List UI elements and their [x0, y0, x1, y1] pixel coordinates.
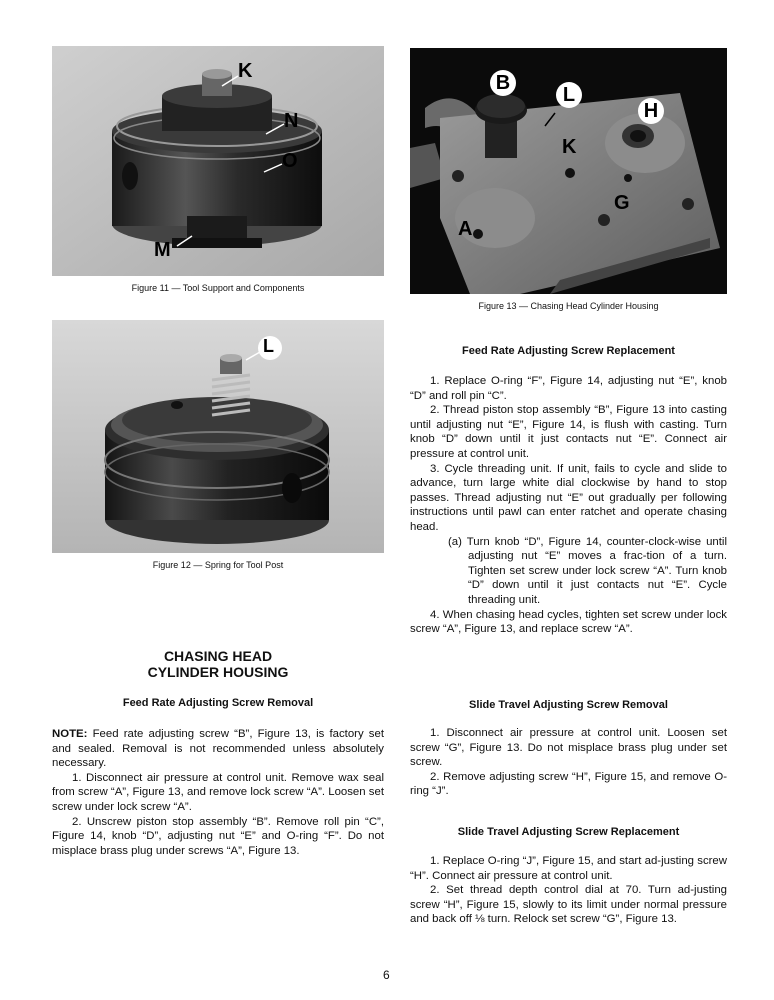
figure-11-photo — [52, 46, 384, 276]
figure-13-label-a: A — [458, 218, 473, 240]
replacement-step-1: 1. Replace O-ring “F”, Figure 14, adjusting nut “E”, knob “D” and roll pin “C”. — [410, 375, 727, 402]
section-title — [52, 648, 384, 680]
slide-removal-step-1: 1. Disconnect air pressure at control unit. Loosen set screw “G”, Figure 13. Do not misplace brass plug under set screw. — [410, 727, 727, 769]
heading-slide-travel-removal: Slide Travel Adjusting Screw Removal — [469, 699, 668, 711]
note-paragraph — [52, 727, 384, 771]
right-column-body-3 — [410, 854, 727, 927]
replacement-step-4: 4. When chasing head cycles, tighten set screw under lock screw “A”, Figure 13, and replace screw “A”. — [410, 608, 727, 636]
figure-11-label-m: M — [154, 239, 171, 261]
note-text: Feed rate adjusting screw “B”, Figure 13, is factory set and sealed. Removal is not recommended unless absolutely necessary. — [52, 728, 384, 770]
replacement-step-3a: (a) Turn knob “D”, Figure 14, counter-clock-wise until adjusting nut “E” moves a frac-tion of a turn. Tighten set screw under lock screw “A”. Turn knob “D” down until it just contacts nut “E”. Cycle threading unit. — [448, 535, 727, 606]
figure-13-label-g: G — [614, 192, 630, 214]
replacement-step-2: 2. Thread piston stop assembly “B”, Figure 13 into casting until adjusting nut “E”, Figure 14, is flush with casting. Turn knob “D” down until it just contacts nut “E”. Connect air pressure at control unit. — [410, 404, 727, 460]
figure-12-photo — [52, 320, 384, 553]
right-column-body-1 — [410, 374, 727, 637]
figure-11-caption: Figure 11 — Tool Support and Components — [131, 283, 305, 293]
slide-replacement-step-1: 1. Replace O-ring “J”, Figure 15, and start ad-justing screw “H”. Connect air pressure at control unit. — [410, 855, 727, 882]
section-title-line-1: CHASING HEAD — [163, 648, 273, 664]
figure-11-label-n: N — [284, 110, 299, 132]
figure-13-label-h: H — [638, 98, 664, 124]
slide-replacement-step-2: 2. Set thread depth control dial at 70. Turn ad-justing screw “H”, Figure 15, slowly to its limit under normal pressure and back off ⅛ turn. Relock set screw “G”, Figure 13. — [410, 884, 727, 926]
heading-feed-rate-removal: Feed Rate Adjusting Screw Removal — [122, 697, 314, 709]
slide-removal-step-2: 2. Remove adjusting screw “H”, Figure 15, and remove O-ring “J”. — [410, 770, 727, 798]
removal-step-2: 2. Unscrew piston stop assembly “B”. Remove roll pin “C”, Figure 14, knob “D”, adjusting nut “E” and O-ring “F”. Do not misplace brass plug under screws “A”, Figure 13. — [52, 815, 384, 857]
left-column-body — [52, 727, 384, 858]
note-label: NOTE: — [52, 728, 88, 740]
figure-12-label-l: L — [263, 336, 274, 356]
right-column-body-2 — [410, 726, 727, 799]
figure-11-label-o: O — [282, 150, 298, 172]
replacement-step-3: 3. Cycle threading unit. If unit, fails to cycle and slide to advance, turn large white dial clockwise by hand to stop passes. Thread adjusting nut “E” out gradually per following instructions until pawl can enter ratchet and operate chasing head. — [410, 462, 727, 533]
figure-13-photo — [410, 48, 727, 294]
figure-11-label-k: K — [238, 60, 253, 82]
figure-13-caption: Figure 13 — Chasing Head Cylinder Housing — [478, 301, 659, 311]
section-title-line-2: CYLINDER HOUSING — [147, 664, 289, 680]
page-number: 6 — [383, 968, 390, 982]
figure-13-label-l: L — [556, 82, 582, 108]
removal-step-1: 1. Disconnect air pressure at control unit. Remove wax seal from screw “A”, Figure 13, and remove lock screw “A”. Loosen set screw under lock screw “A”. — [52, 771, 384, 813]
heading-feed-rate-replacement: Feed Rate Adjusting Screw Replacement — [462, 345, 675, 357]
figure-13-label-k: K — [562, 136, 577, 158]
heading-slide-travel-replacement: Slide Travel Adjusting Screw Replacement — [457, 826, 680, 838]
figure-12-caption: Figure 12 — Spring for Tool Post — [152, 560, 284, 570]
figure-13-label-b: B — [490, 70, 516, 96]
